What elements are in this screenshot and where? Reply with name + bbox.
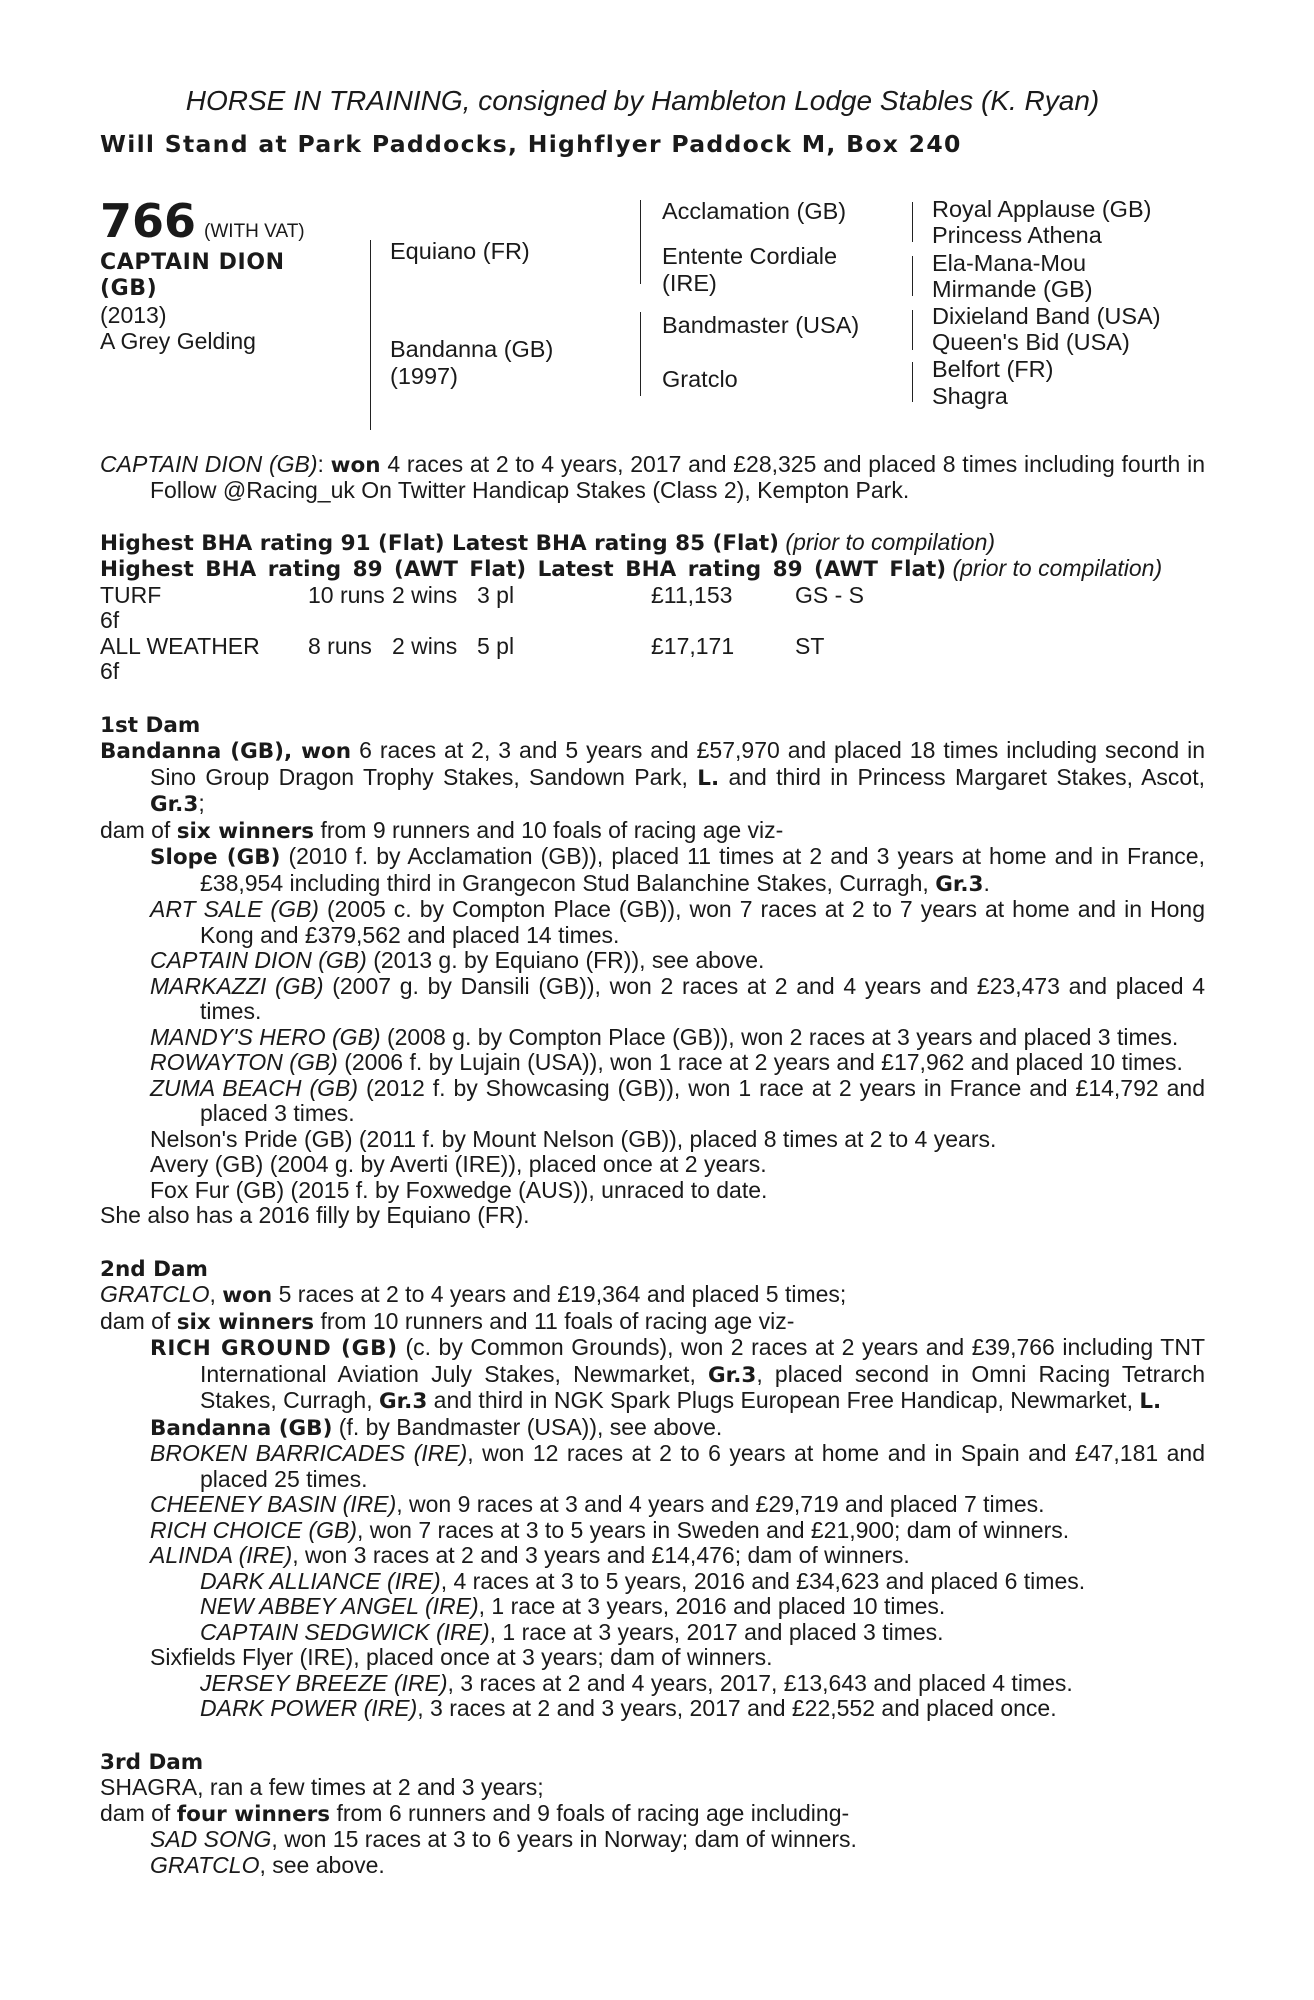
foal-slope: Slope (GB) (2010 f. by Acclamation (GB)), placed 11 times at 2 and 3 years at home and in France, £38,954 including third in Grangecon Stud Balanchine Stakes, Curragh, Gr.3. xyxy=(150,843,1205,897)
runs-table-aw: ALL WEATHER 8 runs 2 wins 5 pl £17,171 ST 6f xyxy=(100,632,825,684)
race-summary: CAPTAIN DION (GB): won 4 races at 2 to 4 years, 2017 and £28,325 and placed 8 times including fourth in Follow @Racing_uk On Twitter Handicap Stakes (Class 2), Kempton Park. xyxy=(100,450,1206,503)
lot-number: 766 xyxy=(100,193,197,248)
pedigree-block xyxy=(100,193,1205,434)
third-dam-section xyxy=(100,1750,1205,1879)
foal-entry: MARKAZZI (GB) (2007 g. by Dansili (GB)), won 2 races at 2 and 4 years and £23,473 and placed 4 times. xyxy=(150,972,1205,1024)
dam-sire: Bandmaster (USA) xyxy=(662,311,860,338)
grand-foal-entry: JERSEY BREEZE (IRE), 3 races at 2 and 4 years, 2017, £13,643 and placed 4 times. xyxy=(200,1669,1073,1696)
foal-entry: ROWAYTON (GB) (2006 f. by Lujain (USA)), won 1 race at 2 years and £17,962 and placed 10 times. xyxy=(150,1049,1183,1075)
foal-entry: MANDY'S HERO (GB) (2008 g. by Compton Place (GB)), won 2 races at 3 years and placed 3 times. xyxy=(150,1023,1179,1050)
foal-entry: ART SALE (GB) (2005 c. by Compton Place (GB)), won 7 races at 2 to 7 years at home and in Hong Kong and £379,562 and placed 14 times. xyxy=(150,896,1205,948)
dam-dam: Gratclo xyxy=(662,365,738,392)
sire-dam: Entente Cordiale xyxy=(662,242,838,269)
grand-foal-entry: NEW ABBEY ANGEL (IRE), 1 race at 3 years, 2016 and placed 10 times. xyxy=(200,1593,946,1619)
foal-entry: ALINDA (IRE), won 3 races at 2 and 3 years and £14,476; dam of winners. xyxy=(150,1542,910,1568)
dam-brace-icon xyxy=(640,312,641,396)
foal-entry-plain: Sixfields Flyer (IRE), placed once at 3 years; dam of winners. xyxy=(150,1644,773,1670)
foal-entry: ZUMA BEACH (GB) (2012 f. by Showcasing (GB)), won 1 race at 2 years in France and £14,792 and placed 3 times. xyxy=(150,1074,1205,1126)
grand-foal-entry: CAPTAIN SEDGWICK (IRE), 1 race at 3 years, 2017 and placed 3 times. xyxy=(200,1618,944,1645)
pedigree-brace-icon xyxy=(370,240,371,430)
grand-foal-entry: DARK POWER (IRE), 3 races at 2 and 3 years, 2017 and £22,552 and placed once. xyxy=(200,1695,1057,1721)
foal-bandanna: Bandanna (GB) (f. by Bandmaster (USA)), see above. xyxy=(150,1413,723,1441)
grand-foal-entry: DARK ALLIANCE (IRE), 4 races at 3 to 5 years, 2016 and £34,623 and placed 6 times. xyxy=(200,1567,1086,1594)
lot-info xyxy=(100,193,305,354)
sire-dam-country: (IRE) xyxy=(662,269,717,296)
second-dam-section xyxy=(100,1257,1205,1722)
horse-description: A Grey Gelding xyxy=(100,327,256,354)
sire-brace-icon xyxy=(640,200,641,284)
flat-rating: Highest BHA rating 91 (Flat) Latest BHA rating 85 (Flat) xyxy=(100,530,780,556)
g3-brace-icon xyxy=(912,310,913,350)
foal-entry: SAD SONG, won 15 races at 3 to 6 years in Norway; dam of winners. xyxy=(150,1826,857,1852)
foal-entry: GRATCLO, see above. xyxy=(150,1851,385,1878)
foal-entry: CHEENEY BASIN (IRE), won 9 races at 3 and 4 years and £29,719 and placed 7 times. xyxy=(150,1491,1045,1517)
dam-year: (1997) xyxy=(390,362,458,389)
g3-4: Mirmande (GB) xyxy=(932,275,1093,302)
second-dam-produce-summary: dam of six winners from 10 runners and 11 foals of racing age viz- xyxy=(100,1307,795,1335)
g3-5: Dixieland Band (USA) xyxy=(932,302,1161,329)
second-dam-heading: 2nd Dam xyxy=(100,1256,208,1282)
g3-brace-icon xyxy=(912,202,913,242)
foal-entry-plain: Fox Fur (GB) (2015 f. by Foxwedge (AUS)), unraced to date. xyxy=(150,1176,768,1203)
awt-rating: Highest BHA rating 89 (AWT Flat) Latest BHA rating 89 (AWT Flat) xyxy=(100,557,947,582)
third-dam-heading: 3rd Dam xyxy=(100,1749,204,1775)
also-has-note: She also has a 2016 filly by Equiano (FR). xyxy=(100,1202,530,1228)
horse-name: CAPTAIN DION xyxy=(100,249,285,275)
stand-location: Will Stand at Park Paddocks, Highflyer Paddock M, Box 240 xyxy=(100,130,962,158)
g3-3: Ela-Mana-Mou xyxy=(932,249,1087,276)
runs-table-turf: TURF 10 runs 2 wins 3 pl £11,153 GS - S 6f xyxy=(100,581,865,633)
foal-rich-ground: RICH GROUND (GB) (c. by Common Grounds), won 2 races at 2 years and £39,766 including TNT International Aviation July Stakes, Newmarket, Gr.3, placed second in Omni Racing Tetrarch Stakes, Curragh, Gr.3 and third in NGK Spark Plugs European Free Handicap, Newmarket, L. xyxy=(150,1334,1206,1414)
g3-6: Queen's Bid (USA) xyxy=(932,328,1130,355)
foal-entry-plain: Avery (GB) (2004 g. by Averti (IRE)), placed once at 2 years. xyxy=(150,1151,767,1177)
sire: Equiano (FR) xyxy=(390,237,530,264)
horse-name-country: (GB) xyxy=(100,275,158,301)
first-dam-section xyxy=(100,713,1205,1229)
third-dam-record: SHAGRA, ran a few times at 2 and 3 years; xyxy=(100,1774,544,1800)
dam: Bandanna (GB) xyxy=(390,335,554,362)
g3-7: Belfort (FR) xyxy=(932,355,1054,382)
foaling-year: (2013) xyxy=(100,301,167,328)
third-dam-produce-summary: dam of four winners from 6 runners and 9 foals of racing age including- xyxy=(100,1799,850,1827)
foal-entry: RICH CHOICE (GB), won 7 races at 3 to 5 years in Sweden and £21,900; dam of winners. xyxy=(150,1516,1070,1543)
foal-entry: CAPTAIN DION (GB) (2013 g. by Equiano (FR)), see above. xyxy=(150,947,765,973)
g3-8: Shagra xyxy=(932,382,1008,409)
g3-brace-icon xyxy=(912,256,913,296)
g3-brace-icon xyxy=(912,362,913,402)
g3-1: Royal Applause (GB) xyxy=(932,195,1152,222)
consignor-header: HORSE IN TRAINING, consigned by Hambleton Lodge Stables (K. Ryan) xyxy=(185,85,1100,116)
ratings-section: Highest BHA rating 91 (Flat) Latest BHA rating 85 (Flat) (prior to compilation) Highest BHA rating 89 (AWT Flat) Latest BHA rating 89 (AWT Flat) (prior to compilation) TURF 10 runs 2 wins 3 pl £11,153 GS - S 6f ALL WEATHER 8 runs 2 wins 5 pl £17,171 ST 6f xyxy=(100,530,1205,685)
second-dam-record: GRATCLO, won 5 races at 2 to 4 years and £19,364 and placed 5 times; xyxy=(100,1281,847,1308)
first-dam-record: Bandanna (GB), won 6 races at 2, 3 and 5 years and £57,970 and placed 18 times including second in Sino Group Dragon Trophy Stakes, Sandown Park, L. and third in Princess Margaret Stakes, Ascot, Gr.3; xyxy=(100,737,1205,817)
foal-entry: BROKEN BARRICADES (IRE), won 12 races at 2 to 6 years at home and in Spain and £47,181 and placed 25 times. xyxy=(150,1440,1206,1492)
vat-note: (WITH VAT) xyxy=(204,220,305,242)
g3-2: Princess Athena xyxy=(932,221,1102,248)
sire-sire: Acclamation (GB) xyxy=(662,197,847,224)
foal-entry-plain: Nelson's Pride (GB) (2011 f. by Mount Nelson (GB)), placed 8 times at 2 to 4 years. xyxy=(150,1125,997,1152)
first-dam-produce-summary: dam of six winners from 9 runners and 10 foals of racing age viz- xyxy=(100,816,784,844)
first-dam-heading: 1st Dam xyxy=(100,712,201,738)
catalogue-page xyxy=(100,84,1205,1878)
